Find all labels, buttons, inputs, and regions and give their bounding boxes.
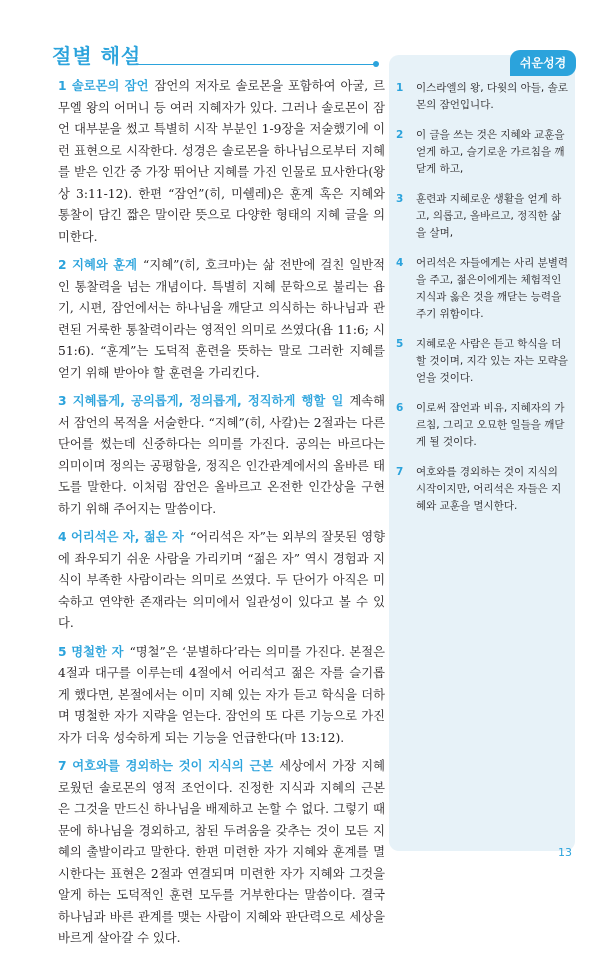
verse-number: 7: [396, 466, 404, 478]
section-heading: 절별 해설: [52, 44, 142, 68]
verse-text: 여호와를 경외하는 것이 지식의 시작이지만, 어리석은 자들은 지혜와 교훈을 멸시한다.: [416, 466, 562, 512]
verse-number: 1: [396, 82, 404, 94]
commentary-term: 3 지혜롭게, 공의롭게, 정의롭게, 정직하게 행할 일: [58, 394, 344, 408]
page-number: 13: [558, 846, 572, 859]
verse-item: [396, 191, 572, 242]
commentary-term: 1 솔로몬의 잠언: [58, 79, 149, 93]
commentary-text: 세상에서 가장 지혜로웠던 솔로몬의 영적 조언이다. 진정한 지식과 지혜의 근본은 그것을 만드신 하나님을 배제하고 논할 수 없다. 그렇기 때문에 하나님을 경외하고, 참된 두려움을 갖추는 것이 모든 지혜의 출발이라고 말한다. 한편 미련한 자가 지혜와 훈계를 멸시한다는 표현은 2절과 연결되며 미련한 자가 지혜와 그것을 알게 하는 도덕적인 훈련 모두를 거부한다는 말씀이다. 결국 하나님과 바른 관계를 맺는 사람이 지혜와 판단력으로 세상을 바르게 살아갈 수 있다.: [58, 759, 385, 945]
verse-text: 어리석은 자들에게는 사리 분별력을 주고, 젊은이에게는 체험적인 지식과 옳은 것을 깨닫는 능력을 주기 위함이다.: [416, 257, 569, 320]
verse-text: 이로써 잠언과 비유, 지혜자의 가르침, 그리고 오묘한 일들을 깨닫게 될 것이다.: [416, 402, 565, 448]
commentary-text: “명철”은 ‘분별하다’라는 의미를 가진다. 본절은 4절과 대구를 이루는데 4절에서 어리석고 젊은 자를 슬기롭게 했다면, 본절에서는 이미 지혜 있는 자가 듣고 학식을 더하며 명철한 자가 지략을 얻는다. 잠언의 또 다른 기능으로 가진 자가 더욱 성숙하게 되는 기능을 언급한다(마 13:12).: [58, 644, 385, 745]
commentary-paragraph: [58, 756, 385, 950]
verse-number: 5: [396, 338, 404, 350]
verse-number: 3: [396, 193, 404, 205]
commentary-body: [58, 76, 385, 957]
verse-text: 훈련과 지혜로운 생활을 얻게 하고, 의롭고, 올바르고, 정직한 삶을 살며,: [416, 193, 562, 239]
commentary-term: 2 지혜와 훈계: [58, 258, 138, 272]
verse-item: [396, 464, 572, 515]
verse-text: 이스라엘의 왕, 다윗의 아들, 솔로몬의 잠언입니다.: [416, 82, 568, 111]
verse-number: 2: [396, 129, 404, 141]
commentary-text: “지혜”(히, 호크마)는 삶 전반에 걸친 일반적인 통찰력을 넘는 개념이다. 특별히 지혜 문학으로 불리는 욥기, 시편, 잠언에서는 하나님을 깨닫고 의식하는 하나님과 관련된 거룩한 통찰력이라는 영적인 의미로 쓰였다(욥 11:6; 시 51:6). “훈계”는 도덕적 훈련을 뜻하는 말로 그러한 지혜를 얻기 위해 받아야 할 훈련을 가리킨다.: [58, 258, 385, 380]
heading-rule: [134, 64, 377, 65]
commentary-text: 잠언의 저자로 솔로몬을 포함하여 아굴, 르무엘 왕의 어머니 등 여러 지혜자가 있다. 그러나 솔로몬이 잠언 대부분을 썼고 특별히 시작 부분인 1-9장을 저술했기에 이런 표현으로 시작한다. 성경은 솔로몬을 하나님으로부터 지혜를 받은 인간 중 가장 뛰어난 지혜를 가진 인물로 묘사한다(왕상 3:11-12). 한편 “잠언”(히, 미쉘레)은 훈계 혹은 지혜와 통찰이 담긴 짧은 말이란 뜻으로 다양한 형태의 지혜 글을 의미한다.: [58, 79, 385, 244]
commentary-paragraph: [58, 76, 385, 248]
easy-bible-tab: 쉬운성경: [510, 50, 576, 76]
verse-number: 4: [396, 257, 404, 269]
commentary-paragraph: [58, 527, 385, 635]
commentary-text: “어리석은 자”는 외부의 잘못된 영향에 좌우되기 쉬운 사람을 가리키며 “젊은 자” 역시 경험과 지식이 부족한 사람이라는 의미로 쓰였다. 두 단어가 아직은 미숙하고 연약한 존재라는 의미에서 일관성이 있다고 볼 수 있다.: [58, 530, 385, 630]
commentary-paragraph: [58, 391, 385, 520]
commentary-term: 4 어리석은 자, 젊은 자: [58, 530, 184, 544]
verse-item: [396, 336, 572, 387]
commentary-text: 계속해서 잠언의 목적을 서술한다. “지혜”(히, 사칼)는 2절과는 다른 단어를 썼는데 신중하다는 의미를 가진다. 공의는 바르다는 의미이며 정의는 공평함을, 정직은 인간관계에서의 올바른 태도를 말한다. 이처럼 잠언은 올바르고 온전한 인간상을 구현하기 위해 주어지는 말씀이다.: [58, 394, 385, 516]
verse-text: 지혜로운 사람은 듣고 학식을 더할 것이며, 지각 있는 자는 모략을 얻을 것이다.: [416, 338, 568, 384]
verse-number: 6: [396, 402, 404, 414]
verse-text: 이 글을 쓰는 것은 지혜와 교훈을 얻게 하고, 슬기로운 가르침을 깨닫게 하고,: [416, 129, 565, 175]
heading-rule-dot: [373, 61, 379, 67]
commentary-term: 7 여호와를 경외하는 것이 지식의 근본: [58, 759, 274, 773]
verse-item: [396, 400, 572, 451]
verse-item: [396, 255, 572, 323]
easy-bible-verses: [396, 80, 572, 528]
commentary-paragraph: [58, 642, 385, 750]
verse-item: [396, 127, 572, 178]
verse-item: [396, 80, 572, 114]
commentary-paragraph: [58, 255, 385, 384]
commentary-term: 5 명철한 자: [58, 644, 124, 659]
